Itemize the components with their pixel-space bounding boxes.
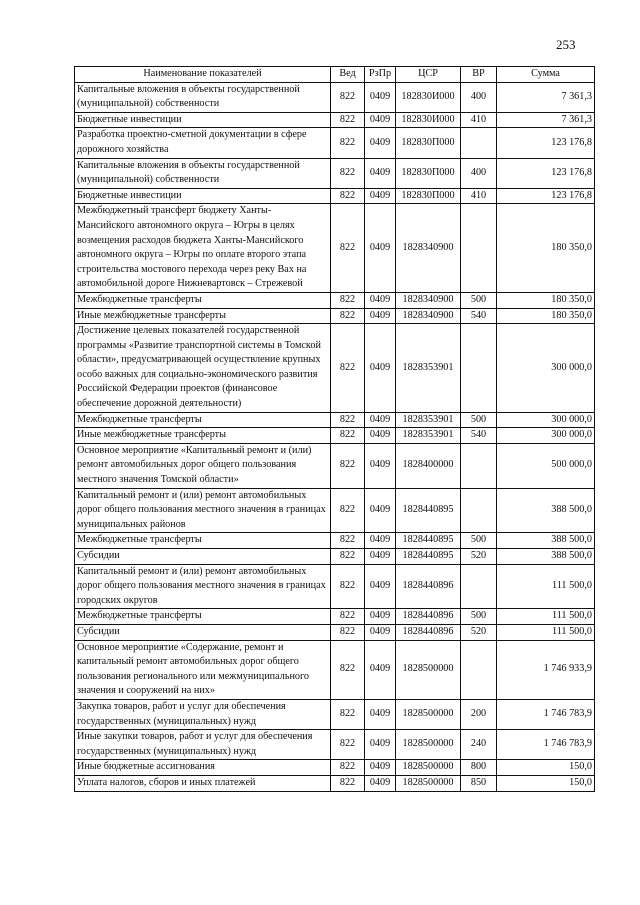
cell-rzpr: 0409 xyxy=(365,82,396,112)
cell-csr: 1828400000 xyxy=(396,443,461,488)
cell-sum: 7 361,3 xyxy=(497,82,595,112)
cell-ved: 822 xyxy=(331,412,365,428)
cell-csr: 1828500000 xyxy=(396,760,461,776)
cell-csr: 1828340900 xyxy=(396,308,461,324)
cell-vr: 410 xyxy=(461,112,497,128)
table-row xyxy=(75,640,595,699)
cell-csr: 1828500000 xyxy=(396,699,461,729)
cell-csr: 1828340900 xyxy=(396,204,461,293)
cell-sum: 180 350,0 xyxy=(497,308,595,324)
cell-ved: 822 xyxy=(331,158,365,188)
page-number: 253 xyxy=(556,37,576,52)
cell-sum: 123 176,8 xyxy=(497,158,595,188)
cell-csr: 1828353901 xyxy=(396,412,461,428)
table-row xyxy=(75,204,595,293)
cell-name: Бюджетные инвестиции xyxy=(75,188,331,204)
cell-vr: 400 xyxy=(461,82,497,112)
cell-ved: 822 xyxy=(331,533,365,549)
cell-vr xyxy=(461,204,497,293)
cell-name: Межбюджетные трансферты xyxy=(75,412,331,428)
cell-name: Межбюджетные трансферты xyxy=(75,533,331,549)
cell-ved: 822 xyxy=(331,564,365,609)
cell-sum: 150,0 xyxy=(497,760,595,776)
cell-rzpr: 0409 xyxy=(365,564,396,609)
header-rzpr: РзПр xyxy=(365,67,396,83)
cell-rzpr: 0409 xyxy=(365,188,396,204)
cell-csr: 1828340900 xyxy=(396,292,461,308)
cell-csr: 1828353901 xyxy=(396,324,461,413)
header-vr: ВР xyxy=(461,67,497,83)
cell-rzpr: 0409 xyxy=(365,488,396,533)
cell-ved: 822 xyxy=(331,699,365,729)
cell-name: Иные межбюджетные трансферты xyxy=(75,428,331,444)
cell-sum: 300 000,0 xyxy=(497,428,595,444)
cell-rzpr: 0409 xyxy=(365,204,396,293)
cell-rzpr: 0409 xyxy=(365,428,396,444)
cell-name: Основное мероприятие «Содержание, ремонт и капитальный ремонт автомобильных дорог общего пользования регионального или межмуниципального значения и сооружений на них» xyxy=(75,640,331,699)
cell-rzpr: 0409 xyxy=(365,640,396,699)
cell-csr: 1828353901 xyxy=(396,428,461,444)
cell-name: Межбюджетные трансферты xyxy=(75,292,331,308)
cell-vr xyxy=(461,488,497,533)
cell-csr: 1828440896 xyxy=(396,609,461,625)
cell-rzpr: 0409 xyxy=(365,730,396,760)
table-row xyxy=(75,609,595,625)
cell-rzpr: 0409 xyxy=(365,624,396,640)
cell-sum: 300 000,0 xyxy=(497,412,595,428)
table-row xyxy=(75,188,595,204)
cell-rzpr: 0409 xyxy=(365,443,396,488)
cell-csr: 1828440896 xyxy=(396,564,461,609)
table-row xyxy=(75,112,595,128)
cell-sum: 300 000,0 xyxy=(497,324,595,413)
cell-rzpr: 0409 xyxy=(365,308,396,324)
cell-sum: 123 176,8 xyxy=(497,188,595,204)
budget-table xyxy=(74,66,595,792)
cell-csr: 182830И000 xyxy=(396,82,461,112)
cell-name: Уплата налогов, сборов и иных платежей xyxy=(75,775,331,791)
cell-vr: 520 xyxy=(461,624,497,640)
table-header xyxy=(75,67,595,83)
table-row xyxy=(75,624,595,640)
cell-csr: 1828440896 xyxy=(396,624,461,640)
header-csr: ЦСР xyxy=(396,67,461,83)
cell-rzpr: 0409 xyxy=(365,292,396,308)
table-row xyxy=(75,412,595,428)
cell-vr: 240 xyxy=(461,730,497,760)
table-row xyxy=(75,82,595,112)
cell-rzpr: 0409 xyxy=(365,158,396,188)
cell-rzpr: 0409 xyxy=(365,760,396,776)
cell-sum: 180 350,0 xyxy=(497,204,595,293)
table-row xyxy=(75,533,595,549)
table-row xyxy=(75,730,595,760)
cell-csr: 182830П000 xyxy=(396,128,461,158)
cell-vr: 200 xyxy=(461,699,497,729)
cell-rzpr: 0409 xyxy=(365,533,396,549)
cell-name: Иные закупки товаров, работ и услуг для обеспечения государственных (муниципальных) нужд xyxy=(75,730,331,760)
cell-ved: 822 xyxy=(331,324,365,413)
cell-ved: 822 xyxy=(331,609,365,625)
cell-csr: 1828500000 xyxy=(396,775,461,791)
cell-rzpr: 0409 xyxy=(365,324,396,413)
cell-csr: 1828500000 xyxy=(396,640,461,699)
cell-name: Основное мероприятие «Капитальный ремонт и (или) ремонт автомобильных дорог общего пользования местного значения Томской области» xyxy=(75,443,331,488)
cell-sum: 180 350,0 xyxy=(497,292,595,308)
table-row xyxy=(75,488,595,533)
table-row xyxy=(75,760,595,776)
header-row xyxy=(75,67,595,83)
table-row xyxy=(75,775,595,791)
table-row xyxy=(75,324,595,413)
cell-name: Иные межбюджетные трансферты xyxy=(75,308,331,324)
cell-sum: 150,0 xyxy=(497,775,595,791)
table-row xyxy=(75,443,595,488)
cell-ved: 822 xyxy=(331,292,365,308)
cell-vr xyxy=(461,324,497,413)
cell-vr: 850 xyxy=(461,775,497,791)
cell-sum: 111 500,0 xyxy=(497,564,595,609)
cell-vr: 410 xyxy=(461,188,497,204)
header-sum: Сумма xyxy=(497,67,595,83)
cell-name: Капитальные вложения в объекты государственной (муниципальной) собственности xyxy=(75,158,331,188)
cell-sum: 111 500,0 xyxy=(497,624,595,640)
cell-vr: 400 xyxy=(461,158,497,188)
cell-vr: 540 xyxy=(461,308,497,324)
cell-csr: 1828440895 xyxy=(396,533,461,549)
cell-vr: 500 xyxy=(461,609,497,625)
cell-vr: 520 xyxy=(461,549,497,565)
cell-sum: 123 176,8 xyxy=(497,128,595,158)
header-ved: Вед xyxy=(331,67,365,83)
cell-sum: 1 746 783,9 xyxy=(497,730,595,760)
cell-vr: 540 xyxy=(461,428,497,444)
cell-csr: 1828500000 xyxy=(396,730,461,760)
cell-name: Межбюджетный трансферт бюджету Ханты-Мансийского автономного округа – Югры в целях возмещения расходов бюджета Ханты-Мансийского автономного округа – Югры по оплате второго этапа строительства мостового перехода через реку Вах на автомобильной дороге Нижневартовск – Стрежевой xyxy=(75,204,331,293)
cell-csr: 182830П000 xyxy=(396,158,461,188)
table-row xyxy=(75,564,595,609)
cell-name: Субсидии xyxy=(75,624,331,640)
cell-name: Бюджетные инвестиции xyxy=(75,112,331,128)
cell-name: Иные бюджетные ассигнования xyxy=(75,760,331,776)
cell-name: Субсидии xyxy=(75,549,331,565)
table-row xyxy=(75,308,595,324)
table-body xyxy=(75,82,595,791)
cell-rzpr: 0409 xyxy=(365,549,396,565)
cell-ved: 822 xyxy=(331,760,365,776)
cell-ved: 822 xyxy=(331,549,365,565)
cell-sum: 7 361,3 xyxy=(497,112,595,128)
cell-ved: 822 xyxy=(331,82,365,112)
cell-ved: 822 xyxy=(331,428,365,444)
cell-ved: 822 xyxy=(331,488,365,533)
cell-rzpr: 0409 xyxy=(365,112,396,128)
cell-ved: 822 xyxy=(331,308,365,324)
cell-vr xyxy=(461,443,497,488)
cell-vr: 500 xyxy=(461,533,497,549)
cell-csr: 1828440895 xyxy=(396,549,461,565)
cell-vr xyxy=(461,640,497,699)
cell-ved: 822 xyxy=(331,443,365,488)
cell-sum: 388 500,0 xyxy=(497,549,595,565)
cell-name: Достижение целевых показателей государственной программы «Развитие транспортной системы в Томской области», предусматривающей осуществление крупных особо важных для социально-экономического развития Российской Федерации проектов (финансовое обеспечение дорожной деятельности) xyxy=(75,324,331,413)
cell-rzpr: 0409 xyxy=(365,699,396,729)
cell-ved: 822 xyxy=(331,188,365,204)
table-row xyxy=(75,699,595,729)
cell-name: Капитальный ремонт и (или) ремонт автомобильных дорог общего пользования местного значения в границах муниципальных районов xyxy=(75,488,331,533)
cell-ved: 822 xyxy=(331,204,365,293)
cell-csr: 182830П000 xyxy=(396,188,461,204)
cell-ved: 822 xyxy=(331,640,365,699)
table-row xyxy=(75,549,595,565)
cell-rzpr: 0409 xyxy=(365,412,396,428)
cell-sum: 500 000,0 xyxy=(497,443,595,488)
cell-name: Закупка товаров, работ и услуг для обеспечения государственных (муниципальных) нужд xyxy=(75,699,331,729)
cell-vr xyxy=(461,128,497,158)
cell-rzpr: 0409 xyxy=(365,128,396,158)
cell-sum: 388 500,0 xyxy=(497,533,595,549)
cell-ved: 822 xyxy=(331,112,365,128)
cell-sum: 1 746 783,9 xyxy=(497,699,595,729)
cell-sum: 388 500,0 xyxy=(497,488,595,533)
table-row xyxy=(75,428,595,444)
cell-ved: 822 xyxy=(331,128,365,158)
cell-ved: 822 xyxy=(331,730,365,760)
cell-sum: 111 500,0 xyxy=(497,609,595,625)
cell-ved: 822 xyxy=(331,624,365,640)
cell-ved: 822 xyxy=(331,775,365,791)
cell-rzpr: 0409 xyxy=(365,609,396,625)
table-row xyxy=(75,292,595,308)
cell-csr: 182830И000 xyxy=(396,112,461,128)
cell-vr: 500 xyxy=(461,292,497,308)
table-row xyxy=(75,128,595,158)
header-name: Наименование показателей xyxy=(75,67,331,83)
cell-csr: 1828440895 xyxy=(396,488,461,533)
cell-name: Межбюджетные трансферты xyxy=(75,609,331,625)
cell-name: Капитальные вложения в объекты государственной (муниципальной) собственности xyxy=(75,82,331,112)
cell-rzpr: 0409 xyxy=(365,775,396,791)
cell-name: Разработка проектно-сметной документации в сфере дорожного хозяйства xyxy=(75,128,331,158)
cell-vr xyxy=(461,564,497,609)
cell-vr: 800 xyxy=(461,760,497,776)
cell-name: Капитальный ремонт и (или) ремонт автомобильных дорог общего пользования местного значения в границах городских округов xyxy=(75,564,331,609)
table-row xyxy=(75,158,595,188)
cell-sum: 1 746 933,9 xyxy=(497,640,595,699)
cell-vr: 500 xyxy=(461,412,497,428)
